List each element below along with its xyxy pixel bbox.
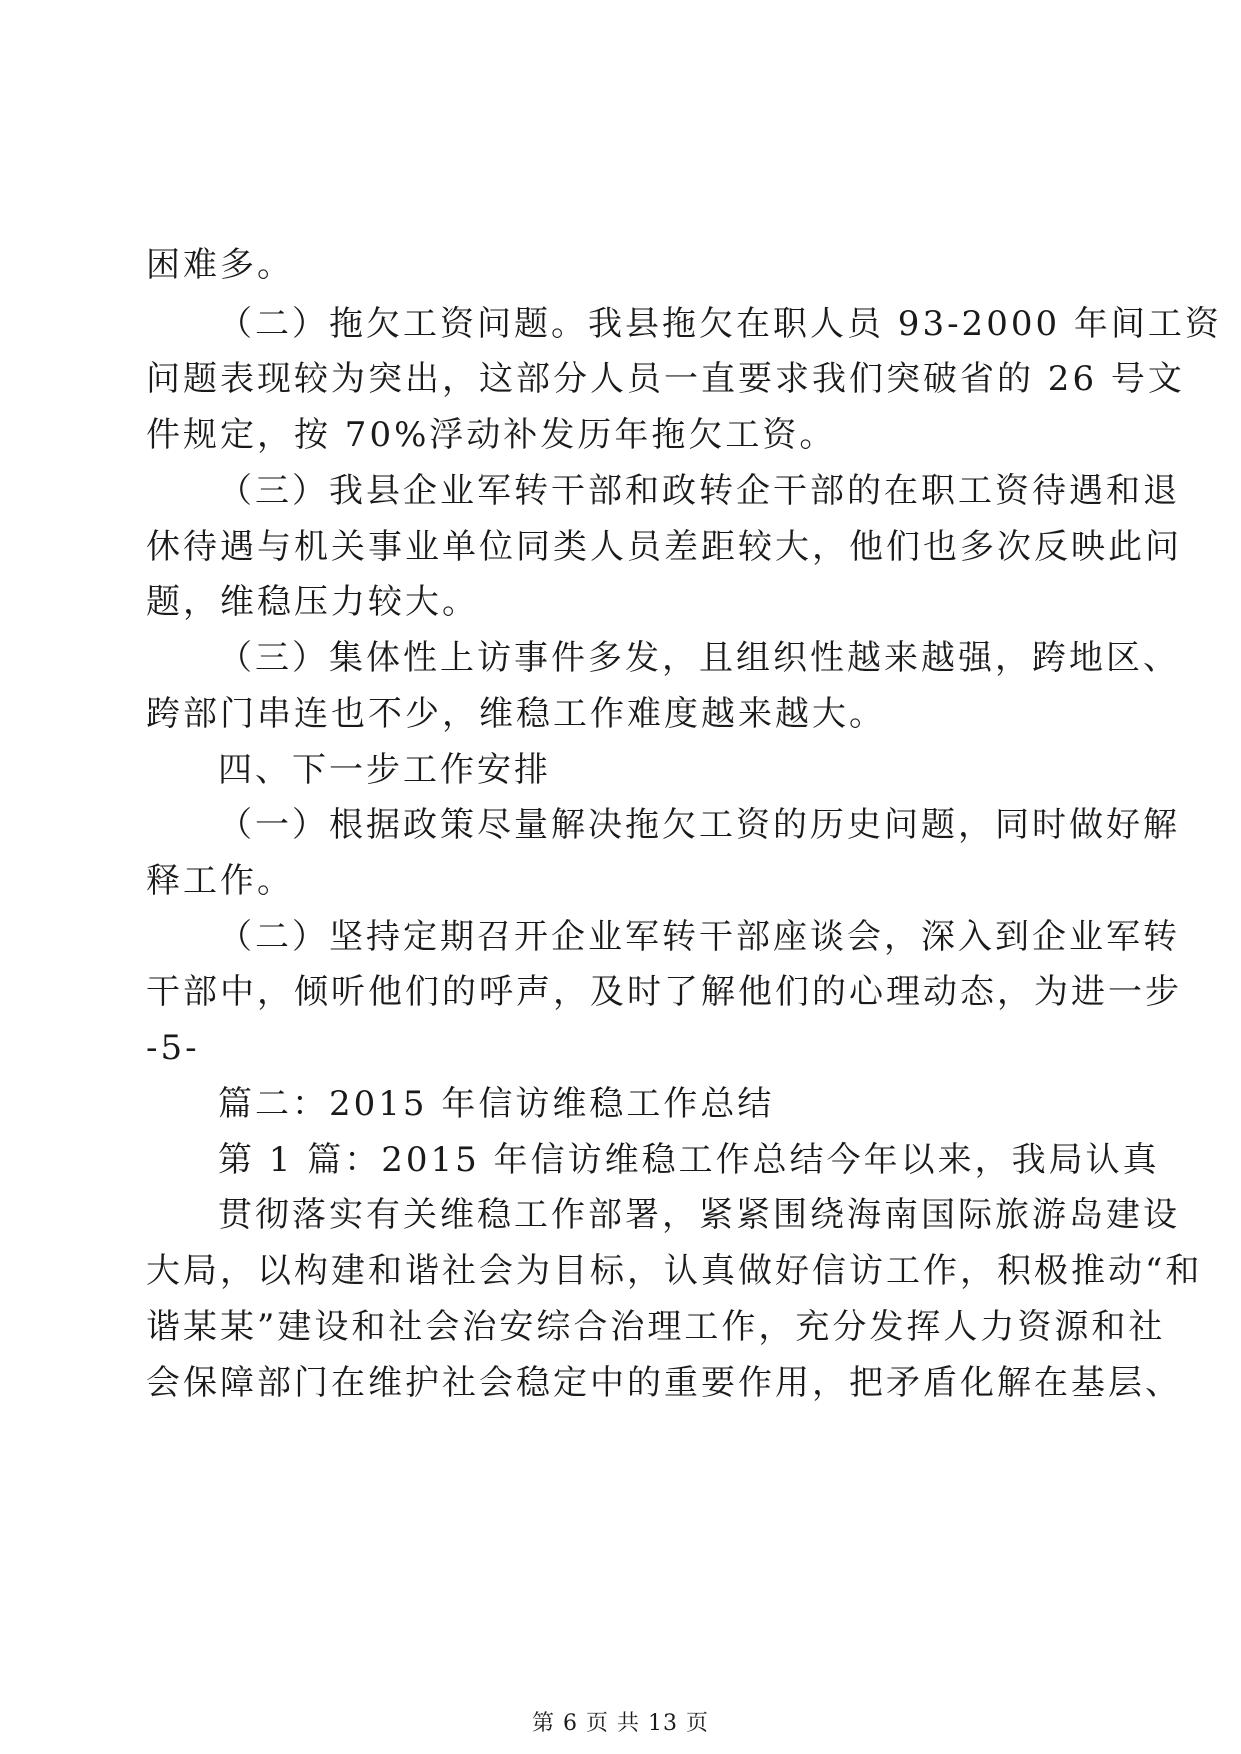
body-line: 困难多。 [146, 245, 294, 285]
inline-page-number: -5- [146, 1028, 200, 1068]
body-line: （一）根据政策尽量解决拖欠工资的历史问题，同时做好解 [218, 805, 1180, 845]
body-line: （二）坚持定期召开企业军转干部座谈会，深入到企业军转 [218, 917, 1180, 957]
body-line: 会保障部门在维护社会稳定中的重要作用，把矛盾化解在基层、 [146, 1363, 1182, 1403]
article-title: 篇二：2015 年信访维稳工作总结 [218, 1084, 775, 1124]
body-line: 跨部门串连也不少，维稳工作难度越来越大。 [146, 694, 886, 734]
body-line: 谐某某”建设和社会治安综合治理工作，充分发挥人力资源和社 [146, 1307, 1166, 1347]
body-line: 题，维稳压力较大。 [146, 582, 479, 622]
body-line: 第 1 篇：2015 年信访维稳工作总结今年以来，我局认真 [218, 1140, 1160, 1180]
body-line: 大局，以构建和谐社会为目标，认真做好信访工作，积极推动“和 [146, 1251, 1203, 1291]
body-line: 释工作。 [146, 861, 294, 901]
page-footer: 第 6 页 共 13 页 [532, 1711, 709, 1736]
body-line: 问题表现较为突出，这部分人员一直要求我们突破省的 26 号文 [146, 359, 1185, 399]
body-line: （三）我县企业军转干部和政转企干部的在职工资待遇和退 [218, 471, 1180, 511]
body-line: 件规定，按 70%浮动补发历年拖欠工资。 [146, 415, 837, 455]
body-line: 贯彻落实有关维稳工作部署，紧紧围绕海南国际旅游岛建设 [218, 1195, 1180, 1235]
body-line: 干部中，倾听他们的呼声，及时了解他们的心理动态，为进一步 [146, 972, 1182, 1012]
body-line: 休待遇与机关事业单位同类人员差距较大，他们也多次反映此问 [146, 527, 1182, 567]
body-line: （二）拖欠工资问题。我县拖欠在职人员 93-2000 年间工资 [218, 304, 1222, 344]
body-line: （三）集体性上访事件多发，且组织性越来越强，跨地区、 [218, 638, 1180, 678]
section-heading: 四、下一步工作安排 [218, 750, 551, 790]
